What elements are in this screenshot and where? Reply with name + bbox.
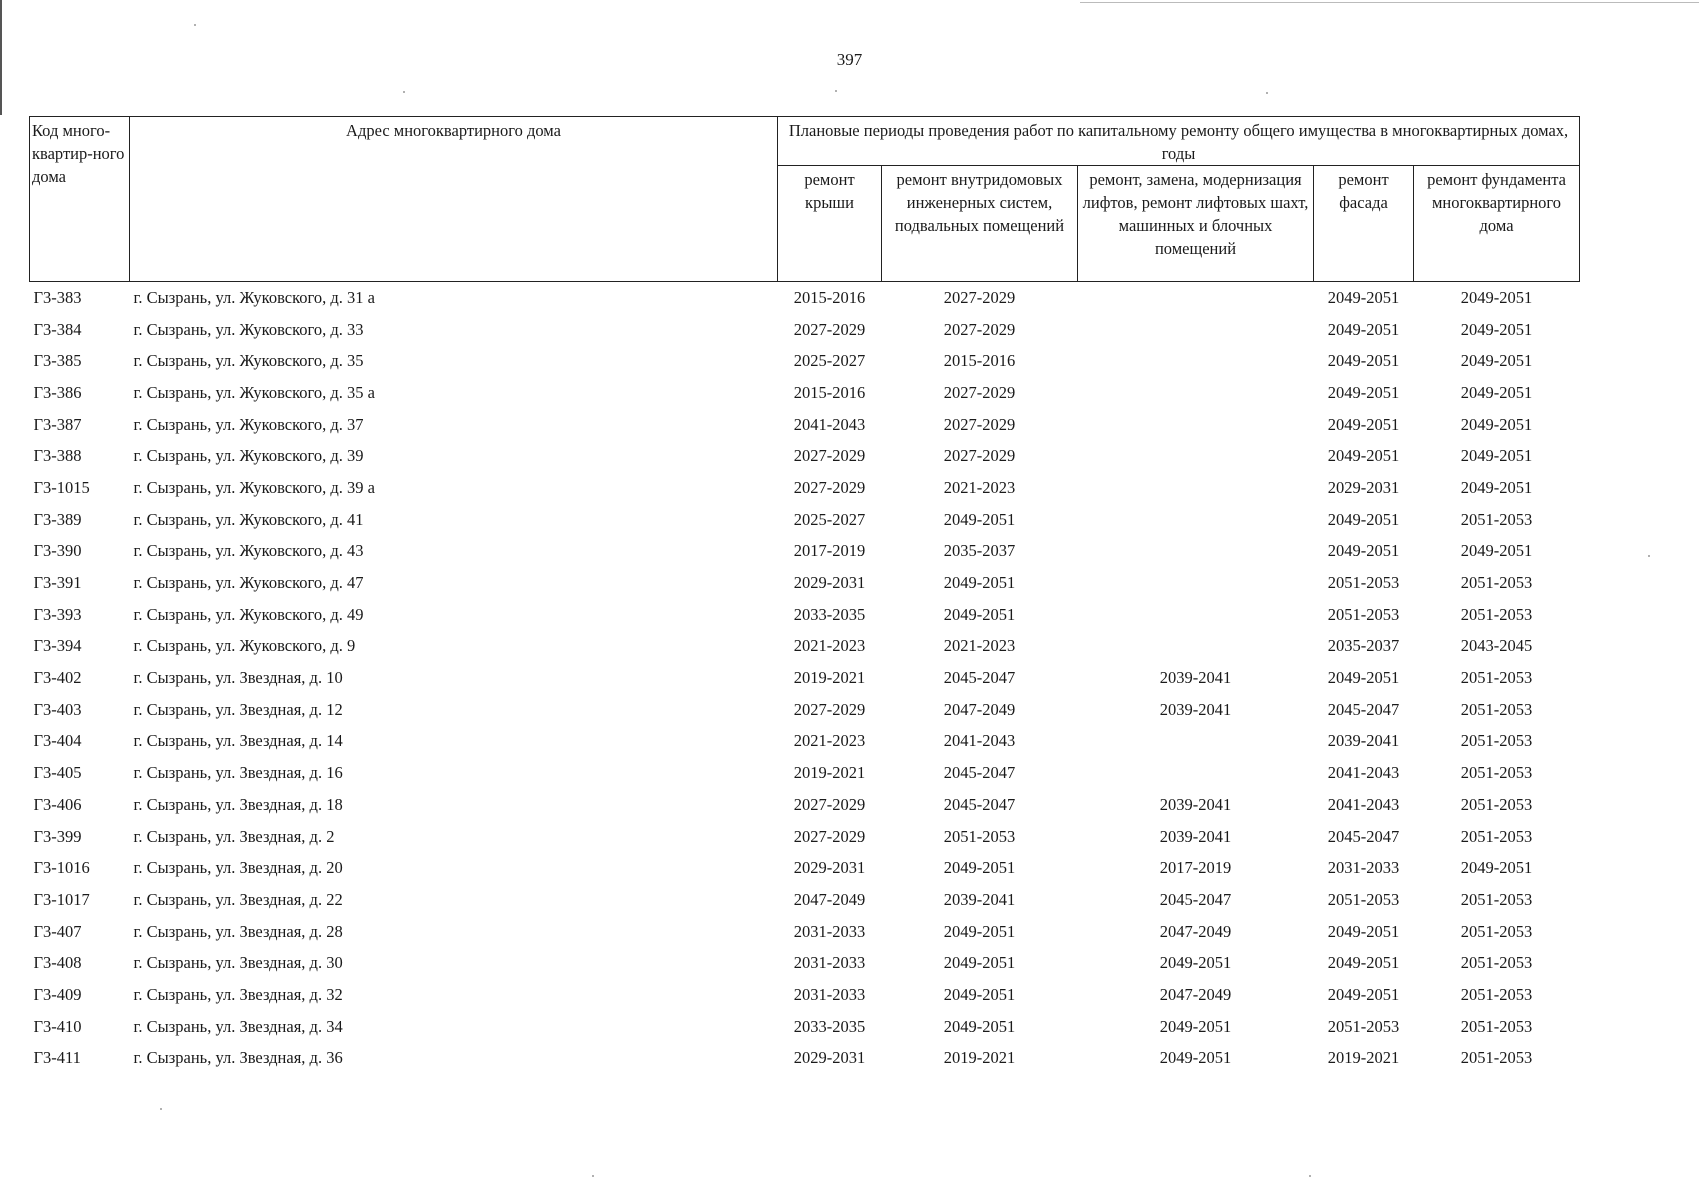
cell-facade: 2045-2047 — [1327, 699, 1400, 719]
cell-code: Г3-386 — [33, 382, 82, 402]
cell-roof: 2033-2035 — [793, 1016, 866, 1036]
cell-engineering: 2027-2029 — [943, 382, 1016, 402]
table-row — [30, 282, 1580, 314]
cell-engineering: 2015-2016 — [943, 351, 1016, 371]
cell-elevators: 2039-2041 — [1159, 699, 1232, 719]
cell-engineering: 2041-2043 — [943, 731, 1016, 751]
cell-elevators: 2045-2047 — [1159, 889, 1232, 909]
cell-facade: 2049-2051 — [1327, 668, 1400, 688]
cell-address: г. Сызрань, ул. Жуковского, д. 33 — [133, 319, 364, 339]
cell-elevators — [1078, 314, 1314, 346]
table-row — [30, 504, 1580, 536]
cell-address: г. Сызрань, ул. Звездная, д. 14 — [133, 731, 343, 751]
cell-foundation: 2051-2053 — [1460, 826, 1533, 846]
header-roof: ремонт крыши — [778, 166, 882, 282]
cell-code: Г3-404 — [33, 731, 82, 751]
cell-foundation: 2049-2051 — [1460, 541, 1533, 561]
scan-speck — [160, 1108, 162, 1110]
cell-code: Г3-406 — [33, 794, 82, 814]
cell-code: Г3-402 — [33, 668, 82, 688]
cell-address: г. Сызрань, ул. Жуковского, д. 43 — [133, 541, 364, 561]
cell-facade: 2049-2051 — [1327, 414, 1400, 434]
table-row — [30, 472, 1580, 504]
table-row — [30, 377, 1580, 409]
table-row — [30, 345, 1580, 377]
cell-foundation: 2051-2053 — [1460, 1016, 1533, 1036]
cell-facade: 2049-2051 — [1327, 953, 1400, 973]
cell-code: Г3-407 — [33, 921, 82, 941]
cell-facade: 2051-2053 — [1327, 573, 1400, 593]
cell-foundation: 2051-2053 — [1460, 509, 1533, 529]
table-row — [30, 979, 1580, 1011]
cell-foundation: 2049-2051 — [1460, 351, 1533, 371]
cell-elevators — [1078, 472, 1314, 504]
cell-address: г. Сызрань, ул. Жуковского, д. 9 — [133, 636, 356, 656]
table-body — [30, 282, 1580, 1075]
cell-engineering: 2045-2047 — [943, 763, 1016, 783]
cell-roof: 2025-2027 — [793, 509, 866, 529]
cell-engineering: 2027-2029 — [943, 319, 1016, 339]
cell-code: Г3-1015 — [33, 477, 90, 497]
cell-elevators — [1078, 536, 1314, 568]
cell-foundation: 2051-2053 — [1460, 1048, 1533, 1068]
cell-foundation: 2049-2051 — [1460, 477, 1533, 497]
cell-facade: 2039-2041 — [1327, 731, 1400, 751]
table-row — [30, 884, 1580, 916]
cell-facade: 2041-2043 — [1327, 794, 1400, 814]
cell-roof: 2027-2029 — [793, 826, 866, 846]
cell-roof: 2025-2027 — [793, 351, 866, 371]
cell-facade: 2049-2051 — [1327, 541, 1400, 561]
cell-address: г. Сызрань, ул. Звездная, д. 12 — [133, 699, 343, 719]
table-row — [30, 409, 1580, 441]
cell-engineering: 2049-2051 — [943, 953, 1016, 973]
cell-code: Г3-409 — [33, 984, 82, 1004]
cell-code: Г3-411 — [33, 1048, 81, 1068]
cell-elevators: 2039-2041 — [1159, 826, 1232, 846]
cell-address: г. Сызрань, ул. Жуковского, д. 35 — [133, 351, 364, 371]
cell-foundation: 2049-2051 — [1460, 446, 1533, 466]
cell-address: г. Сызрань, ул. Звездная, д. 36 — [133, 1048, 343, 1068]
cell-address: г. Сызрань, ул. Звездная, д. 16 — [133, 763, 343, 783]
cell-foundation: 2051-2053 — [1460, 763, 1533, 783]
cell-roof: 2041-2043 — [793, 414, 866, 434]
cell-engineering: 2027-2029 — [943, 414, 1016, 434]
cell-elevators — [1078, 409, 1314, 441]
cell-code: Г3-385 — [33, 351, 82, 371]
cell-address: г. Сызрань, ул. Жуковского, д. 49 — [133, 604, 364, 624]
cell-facade: 2049-2051 — [1327, 382, 1400, 402]
cell-elevators: 2049-2051 — [1159, 953, 1232, 973]
cell-engineering: 2027-2029 — [943, 287, 1016, 307]
cell-facade: 2041-2043 — [1327, 763, 1400, 783]
cell-roof: 2017-2019 — [793, 541, 866, 561]
header-address: Адрес многоквартирного дома — [130, 117, 778, 282]
cell-code: Г3-389 — [33, 509, 82, 529]
cell-roof: 2019-2021 — [793, 668, 866, 688]
cell-engineering: 2049-2051 — [943, 509, 1016, 529]
cell-facade: 2029-2031 — [1327, 477, 1400, 497]
cell-facade: 2051-2053 — [1327, 604, 1400, 624]
cell-roof: 2021-2023 — [793, 636, 866, 656]
cell-foundation: 2051-2053 — [1460, 731, 1533, 751]
cell-facade: 2051-2053 — [1327, 889, 1400, 909]
cell-engineering: 2049-2051 — [943, 604, 1016, 624]
cell-foundation: 2051-2053 — [1460, 668, 1533, 688]
cell-address: г. Сызрань, ул. Жуковского, д. 39 а — [133, 477, 376, 497]
header-elevators: ремонт, замена, модернизация лифтов, ремонт лифтовых шахт, машинных и блочных помещений — [1078, 166, 1314, 282]
cell-foundation: 2051-2053 — [1460, 984, 1533, 1004]
table-row — [30, 789, 1580, 821]
cell-foundation: 2049-2051 — [1460, 319, 1533, 339]
cell-facade: 2035-2037 — [1327, 636, 1400, 656]
cell-facade: 2049-2051 — [1327, 446, 1400, 466]
cell-code: Г3-405 — [33, 763, 82, 783]
scan-edge-top — [1080, 2, 1699, 3]
table-row — [30, 440, 1580, 472]
cell-elevators — [1078, 440, 1314, 472]
table-row — [30, 599, 1580, 631]
cell-code: Г3-390 — [33, 541, 82, 561]
header-engineering: ремонт внутридомовых инженерных систем, подвальных помещений — [882, 166, 1078, 282]
cell-elevators — [1078, 567, 1314, 599]
cell-elevators — [1078, 282, 1314, 314]
header-code: Код много-квартир-ного дома — [30, 117, 130, 282]
cell-foundation: 2051-2053 — [1460, 889, 1533, 909]
cell-facade: 2049-2051 — [1327, 351, 1400, 371]
cell-engineering: 2051-2053 — [943, 826, 1016, 846]
scan-speck — [1266, 92, 1268, 94]
table-row — [30, 1043, 1580, 1075]
header-periods-group: Плановые периоды проведения работ по капитальному ремонту общего имущества в многоквартирных домах, годы — [778, 117, 1580, 166]
cell-roof: 2015-2016 — [793, 382, 866, 402]
cell-engineering: 2019-2021 — [943, 1048, 1016, 1068]
cell-roof: 2031-2033 — [793, 984, 866, 1004]
table-row — [30, 631, 1580, 663]
cell-engineering: 2035-2037 — [943, 541, 1016, 561]
cell-elevators — [1078, 757, 1314, 789]
table-row — [30, 536, 1580, 568]
cell-engineering: 2049-2051 — [943, 1016, 1016, 1036]
cell-elevators — [1078, 726, 1314, 758]
cell-address: г. Сызрань, ул. Жуковского, д. 39 — [133, 446, 364, 466]
cell-address: г. Сызрань, ул. Звездная, д. 34 — [133, 1016, 343, 1036]
table-row — [30, 852, 1580, 884]
cell-roof: 2027-2029 — [793, 319, 866, 339]
scan-speck — [1309, 1175, 1311, 1177]
cell-roof: 2019-2021 — [793, 763, 866, 783]
cell-foundation: 2051-2053 — [1460, 794, 1533, 814]
cell-facade: 2049-2051 — [1327, 319, 1400, 339]
cell-elevators: 2047-2049 — [1159, 984, 1232, 1004]
cell-roof: 2031-2033 — [793, 953, 866, 973]
table-row — [30, 1011, 1580, 1043]
cell-foundation: 2051-2053 — [1460, 953, 1533, 973]
table-row — [30, 314, 1580, 346]
scan-speck — [592, 1175, 594, 1177]
cell-roof: 2031-2033 — [793, 921, 866, 941]
cell-elevators: 2017-2019 — [1159, 858, 1232, 878]
table-row — [30, 821, 1580, 853]
cell-address: г. Сызрань, ул. Звездная, д. 28 — [133, 921, 343, 941]
header-foundation: ремонт фундамента многоквартирного дома — [1414, 166, 1580, 282]
cell-roof: 2027-2029 — [793, 446, 866, 466]
cell-foundation: 2051-2053 — [1460, 699, 1533, 719]
cell-engineering: 2021-2023 — [943, 477, 1016, 497]
cell-facade: 2045-2047 — [1327, 826, 1400, 846]
cell-foundation: 2051-2053 — [1460, 573, 1533, 593]
cell-address: г. Сызрань, ул. Жуковского, д. 31 а — [133, 287, 376, 307]
cell-elevators: 2047-2049 — [1159, 921, 1232, 941]
cell-engineering: 2021-2023 — [943, 636, 1016, 656]
cell-foundation: 2051-2053 — [1460, 921, 1533, 941]
cell-foundation: 2051-2053 — [1460, 604, 1533, 624]
cell-foundation: 2049-2051 — [1460, 414, 1533, 434]
cell-facade: 2051-2053 — [1327, 1016, 1400, 1036]
cell-facade: 2031-2033 — [1327, 858, 1400, 878]
cell-code: Г3-393 — [33, 604, 82, 624]
cell-roof: 2047-2049 — [793, 889, 866, 909]
cell-elevators: 2049-2051 — [1159, 1016, 1232, 1036]
cell-code: Г3-403 — [33, 699, 82, 719]
page-number: 397 — [836, 50, 863, 69]
table-row — [30, 567, 1580, 599]
cell-elevators: 2039-2041 — [1159, 668, 1232, 688]
table-row — [30, 694, 1580, 726]
cell-facade: 2019-2021 — [1327, 1048, 1400, 1068]
table-row — [30, 726, 1580, 758]
cell-roof: 2021-2023 — [793, 731, 866, 751]
scan-speck — [1648, 555, 1650, 557]
cell-facade: 2049-2051 — [1327, 287, 1400, 307]
cell-address: г. Сызрань, ул. Жуковского, д. 37 — [133, 414, 364, 434]
cell-elevators: 2049-2051 — [1159, 1048, 1232, 1068]
cell-roof: 2027-2029 — [793, 477, 866, 497]
cell-address: г. Сызрань, ул. Звездная, д. 22 — [133, 889, 343, 909]
cell-roof: 2029-2031 — [793, 573, 866, 593]
cell-roof: 2027-2029 — [793, 699, 866, 719]
cell-code: Г3-408 — [33, 953, 82, 973]
cell-address: г. Сызрань, ул. Звездная, д. 30 — [133, 953, 343, 973]
scan-speck — [403, 91, 405, 93]
cell-roof: 2029-2031 — [793, 858, 866, 878]
cell-elevators — [1078, 345, 1314, 377]
scan-speck — [194, 24, 196, 26]
cell-code: Г3-1017 — [33, 889, 90, 909]
cell-engineering: 2049-2051 — [943, 858, 1016, 878]
cell-foundation: 2049-2051 — [1460, 287, 1533, 307]
cell-elevators — [1078, 631, 1314, 663]
cell-address: г. Сызрань, ул. Звездная, д. 32 — [133, 984, 343, 1004]
cell-address: г. Сызрань, ул. Жуковского, д. 47 — [133, 573, 364, 593]
cell-roof: 2027-2029 — [793, 794, 866, 814]
cell-address: г. Сызрань, ул. Звездная, д. 2 — [133, 826, 335, 846]
cell-engineering: 2027-2029 — [943, 446, 1016, 466]
cell-facade: 2049-2051 — [1327, 984, 1400, 1004]
table-row — [30, 916, 1580, 948]
cell-address: г. Сызрань, ул. Жуковского, д. 35 а — [133, 382, 376, 402]
cell-foundation: 2043-2045 — [1460, 636, 1533, 656]
cell-roof: 2029-2031 — [793, 1048, 866, 1068]
cell-code: Г3-394 — [33, 636, 82, 656]
table-row — [30, 662, 1580, 694]
cell-address: г. Сызрань, ул. Звездная, д. 20 — [133, 858, 343, 878]
cell-roof: 2033-2035 — [793, 604, 866, 624]
cell-code: Г3-388 — [33, 446, 82, 466]
cell-facade: 2049-2051 — [1327, 509, 1400, 529]
cell-elevators: 2039-2041 — [1159, 794, 1232, 814]
cell-engineering: 2049-2051 — [943, 984, 1016, 1004]
cell-code: Г3-1016 — [33, 858, 90, 878]
cell-elevators — [1078, 377, 1314, 409]
cell-foundation: 2049-2051 — [1460, 858, 1533, 878]
header-row-1 — [30, 117, 1580, 166]
table-row — [30, 947, 1580, 979]
cell-code: Г3-410 — [33, 1016, 82, 1036]
cell-foundation: 2049-2051 — [1460, 382, 1533, 402]
cell-address: г. Сызрань, ул. Звездная, д. 18 — [133, 794, 343, 814]
cell-address: г. Сызрань, ул. Звездная, д. 10 — [133, 668, 343, 688]
scan-speck — [835, 90, 837, 92]
cell-code: Г3-387 — [33, 414, 82, 434]
cell-code: Г3-384 — [33, 319, 82, 339]
cell-elevators — [1078, 504, 1314, 536]
cell-code: Г3-383 — [33, 287, 82, 307]
cell-engineering: 2047-2049 — [943, 699, 1016, 719]
cell-engineering: 2049-2051 — [943, 921, 1016, 941]
cell-engineering: 2049-2051 — [943, 573, 1016, 593]
cell-code: Г3-399 — [33, 826, 82, 846]
cell-engineering: 2045-2047 — [943, 668, 1016, 688]
cell-engineering: 2039-2041 — [943, 889, 1016, 909]
table-row — [30, 757, 1580, 789]
cell-code: Г3-391 — [33, 573, 82, 593]
cell-roof: 2015-2016 — [793, 287, 866, 307]
header-facade: ремонт фасада — [1314, 166, 1414, 282]
cell-address: г. Сызрань, ул. Жуковского, д. 41 — [133, 509, 364, 529]
cell-elevators — [1078, 599, 1314, 631]
capital-repair-table — [29, 116, 1580, 1074]
cell-engineering: 2045-2047 — [943, 794, 1016, 814]
cell-facade: 2049-2051 — [1327, 921, 1400, 941]
